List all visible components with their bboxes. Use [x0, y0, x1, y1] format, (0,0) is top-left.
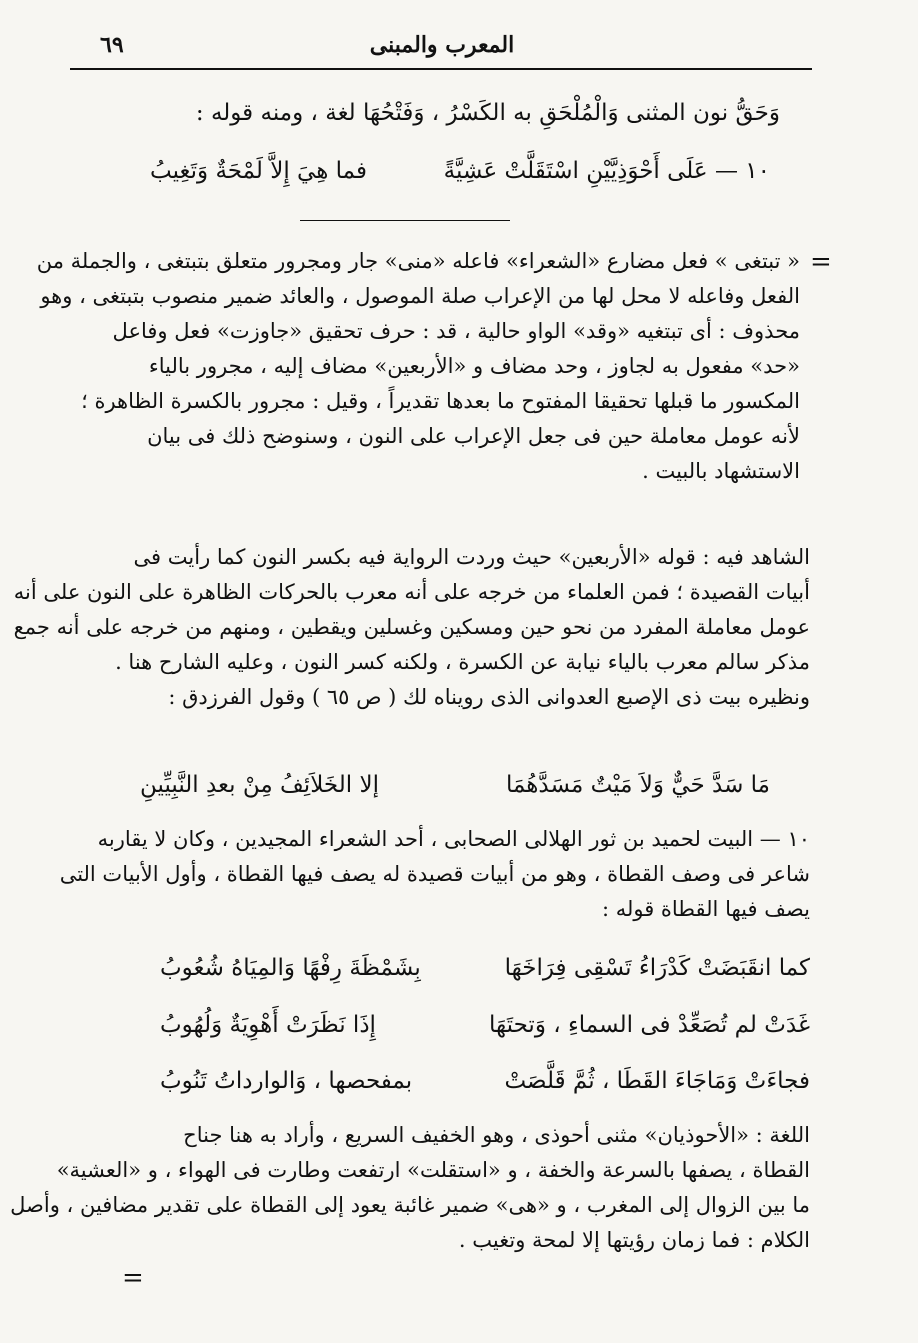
text-line: عومل معاملة المفرد من نحو حين ومسكين وغسلين ويقطين ، ومنهم من خرجه على أنه جمع: [13, 615, 810, 639]
text-line: «حد» مفعول به لجاوز ، وحد مضاف و «الأربعين» مضاف إليه ، مجرور بالياء: [148, 354, 800, 378]
text-line: أبيات القصيدة ؛ فمن العلماء من خرجه على أنه معرب بالحركات الظاهرة على النون على أنه: [13, 580, 810, 604]
text-line: الشاهد فيه : قوله «الأربعين» حيث وردت الرواية فيه بكسر النون كما رأيت فى: [133, 545, 810, 569]
verse-first-hemistich: غَدَتْ لم تُصَعِّدْ فى السماءِ ، وَتحتَهَا: [489, 1012, 810, 1038]
verse-first-hemistich: مَا سَدَّ حَيٌّ وَلاَ مَيْتٌ مَسَدَّهُمَا: [505, 772, 770, 798]
poem-verse: [160, 1068, 810, 1094]
text-line: الاستشهاد بالبيت .: [642, 459, 800, 483]
page-header: [72, 20, 812, 72]
page-number: ٦٩: [100, 32, 124, 58]
text-line: يصف فيها القطاة قوله :: [601, 897, 810, 921]
continuation-marker: =: [122, 1263, 144, 1293]
text-line: الكلام : فما زمان رؤيتها إلا لمحة وتغيب .: [458, 1228, 810, 1252]
verse-farazdaq: [140, 772, 770, 798]
text-line: ما بين الزوال إلى المغرب ، و «هى» ضمير غائبة يعود إلى القطاة على تقدير مضافين ، وأصل: [10, 1193, 810, 1217]
verse-second-hemistich: بِشَمْظَةَ رِفْهًا وَالمِيَاهُ شُعُوبُ: [160, 955, 421, 981]
verse-second-hemistich: بمفحصها ، وَالوارداتُ تَنُوبُ: [160, 1068, 413, 1094]
text-line: لأنه عومل معاملة حين فى جعل الإعراب على النون ، وسنوضح ذلك فى بيان: [147, 424, 800, 448]
header-rule: [70, 68, 812, 70]
verse-first-hemistich: ١٠ — عَلَى أَحْوَذِيَّيْنِ اسْتَقَلَّتْ عَشِيَّةً: [443, 158, 770, 184]
text-line: وَحَقُّ نون المثنى وَالْمُلْحَقِ به الكَسْرُ ، وَفَتْحُهَا لغة ، ومنه قوله :: [195, 100, 780, 126]
poem-verse: [160, 955, 810, 981]
text-line: الفعل وفاعله لا محل لها من الإعراب صلة الموصول ، والعائد ضمير منصوب بتبتغى ، وهو: [40, 284, 800, 308]
verse-number: ١٠ —: [714, 158, 770, 184]
running-title: المعرب والمبنى: [369, 32, 515, 58]
poem-verse: [160, 1012, 810, 1038]
text-line: مذكر سالم معرب بالياء نيابة عن الكسرة ، ولكنه كسر النون ، وعليه الشارح هنا .: [115, 650, 810, 674]
footnote-divider: [300, 220, 510, 221]
verse-second-hemistich: فما هِيَ إِلاَّ لَمْحَةٌ وَتَغِيبُ: [150, 158, 367, 184]
verse-second-hemistich: إِذَا نَظَرَتْ أَهْوِيَةٌ وَلُهُوبُ: [160, 1012, 376, 1038]
text-line: « تبتغى » فعل مضارع «الشعراء» فاعله «منى» جار ومجرور متعلق بتبتغى ، والجملة من: [36, 249, 800, 273]
verse-10: [150, 158, 770, 184]
lugha-paragraph: [10, 1118, 810, 1258]
verse-first-hemistich: فجاءَتْ وَمَاجَاءَ القَطَا ، ثُمَّ قَلَّصَتْ: [504, 1068, 810, 1094]
text-line: شاعر فى وصف القطاة ، وهو من أبيات قصيدة له يصف فيها القطاة ، وأول الأبيات التى: [59, 862, 810, 886]
footnote-continuation: [36, 244, 800, 489]
verse-second-hemistich: إلا الخَلاَئِفُ مِنْ بعدِ النَّبِيِّينِ: [140, 772, 379, 798]
text-line: اللغة : «الأحوذيان» مثنى أحوذى ، وهو الخفيف السريع ، وأراد به هنا جناح: [183, 1123, 810, 1147]
text-line: محذوف : أى تبتغيه «وقد» الواو حالية ، قد : حرف تحقيق «جاوزت» فعل وفاعل: [112, 319, 800, 343]
text-line: ١٠ — البيت لحميد بن ثور الهلالى الصحابى ، أحد الشعراء المجيدين ، وكان لا يقاربه: [97, 827, 810, 851]
shahid-paragraph: [13, 540, 810, 715]
text-line: القطاة ، يصفها بالسرعة والخفة ، و «استقلت» ارتفعت وطارت فى الهواء ، و «العشية»: [56, 1158, 810, 1182]
main-text: [190, 95, 780, 132]
text-line: ونظيره بيت ذى الإصبع العدوانى الذى رويناه لك ( ص ٦٥ ) وقول الفرزدق :: [168, 685, 810, 709]
note-10: [59, 822, 810, 927]
verse-first-hemistich: كما انقَبَضَتْ كَدْرَاءُ تَسْقِى فِرَاخَهَا: [504, 955, 810, 981]
continuation-marker: =: [810, 247, 832, 277]
text-line: المكسور ما قبلها تحقيقا المفتوح ما بعدها تقديراً ، وقيل : مجرور بالكسرة الظاهرة ؛: [81, 389, 800, 413]
